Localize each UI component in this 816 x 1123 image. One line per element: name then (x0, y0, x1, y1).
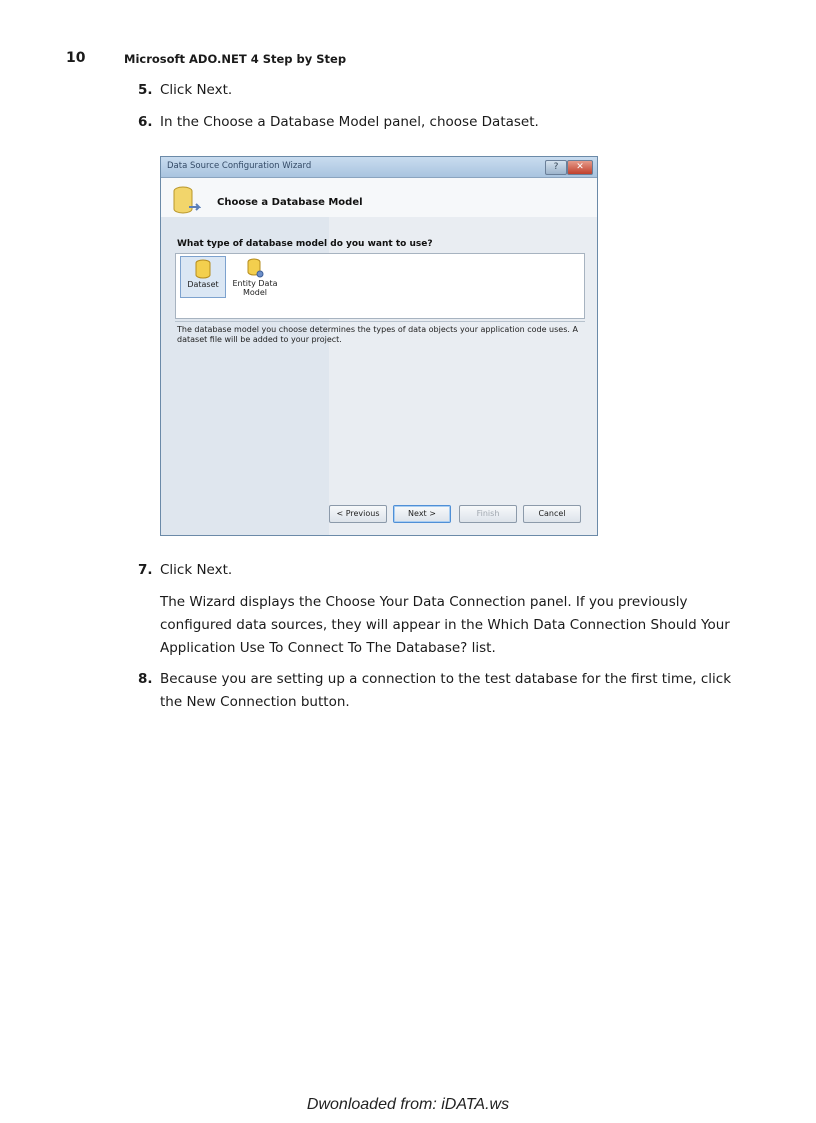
wizard-dialog-screenshot (160, 156, 598, 536)
step-number: 5. (138, 82, 153, 98)
running-head: Microsoft ADO.NET 4 Step by Step (124, 52, 347, 66)
step-number: 8. (138, 671, 153, 687)
dialog-divider (175, 321, 585, 322)
cancel-button[interactable]: Cancel (523, 505, 581, 523)
database-icon (171, 185, 201, 217)
step-text: Click Next. (160, 562, 233, 578)
choice-label: Dataset (187, 280, 219, 289)
step-8 (138, 668, 738, 714)
previous-button[interactable]: < Previous (329, 505, 387, 523)
choice-dataset[interactable] (180, 256, 226, 298)
model-choice-list (175, 253, 585, 319)
step-number: 7. (138, 562, 153, 578)
step-text: In the Choose a Database Model panel, choose Dataset. (160, 114, 539, 130)
step-text: Because you are setting up a connection to the test database for the first time, click the New Connection button. (160, 671, 732, 710)
dialog-title: Data Source Configuration Wizard (167, 161, 312, 171)
dialog-side-panel (161, 177, 329, 535)
dialog-header-title: Choose a Database Model (217, 197, 363, 208)
model-description: The database model you choose determines the types of data objects your application code uses. A dataset file will be added to your project. (177, 325, 578, 344)
dialog-titlebar (161, 157, 597, 178)
step-7 (138, 559, 232, 582)
finish-button[interactable]: Finish (459, 505, 517, 523)
entity-data-model-icon (246, 258, 264, 278)
help-button[interactable]: ? (545, 160, 567, 175)
close-button[interactable]: ✕ (567, 160, 593, 175)
page-number: 10 (66, 50, 86, 66)
next-button[interactable]: Next > (393, 505, 451, 523)
step-number: 6. (138, 114, 153, 130)
download-footer: Dwonloaded from: iDATA.ws (306, 1096, 510, 1113)
step-text: Click Next. (160, 82, 233, 98)
choice-label: Entity Data Model (232, 279, 278, 297)
step-6 (138, 111, 539, 134)
dataset-icon (194, 259, 212, 279)
step-5 (138, 79, 232, 102)
choice-entity-data-model[interactable] (232, 256, 278, 298)
model-question: What type of database model do you want to use? (177, 239, 433, 249)
step-7-explanation: The Wizard displays the Choose Your Data Connection panel. If you previously configured data sources, they will appear in the Which Data Connection Should Your Application Use To Connect To The Database? list. (160, 594, 730, 656)
